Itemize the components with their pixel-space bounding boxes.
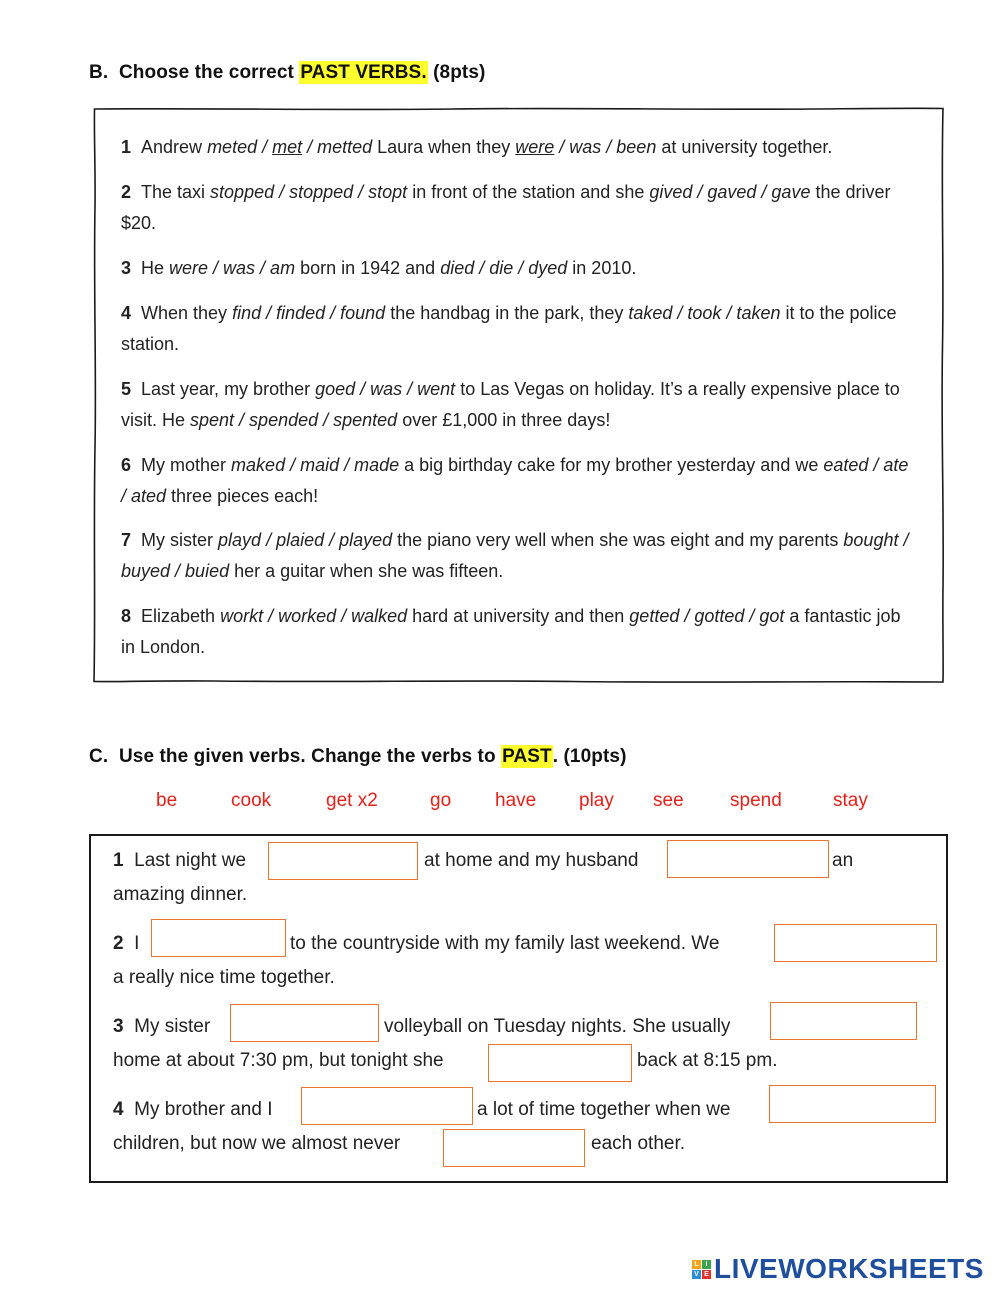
question-text: the driver $20.	[121, 182, 891, 233]
question-number: 8	[121, 606, 132, 626]
sentence-text: an	[832, 850, 854, 871]
verb-options[interactable]: find / finded / found	[232, 303, 386, 323]
question-b-5	[121, 374, 911, 435]
word-bank-item: spend	[730, 790, 782, 811]
question-b-6	[121, 450, 911, 511]
question-text: in 2010.	[567, 258, 637, 278]
sentence-text: Last night we	[134, 850, 247, 871]
verb-options[interactable]: were	[515, 137, 555, 157]
section-c-points: . (10pts)	[552, 746, 627, 767]
question-text: Andrew	[141, 137, 208, 157]
sentence-text: a lot of time together when we	[477, 1099, 731, 1120]
verb-options[interactable]: died / die / dyed	[440, 258, 568, 278]
sentence-text: children, but now we almost never	[113, 1133, 401, 1154]
verb-options[interactable]: were / was / am	[169, 258, 296, 278]
question-text: to Las Vegas on holiday. It’s a really expensive place to visit. He	[121, 379, 900, 430]
section-b-heading	[89, 62, 485, 84]
section-c-heading	[89, 746, 627, 768]
question-text: in front of the station and she	[407, 182, 650, 202]
sentence-number: 3	[113, 1016, 124, 1037]
word-bank-item: get x2	[326, 790, 378, 811]
verb-options[interactable]: bought / buyed / buied	[121, 530, 909, 581]
question-text: When they	[141, 303, 233, 323]
question-text: a big birthday cake for my brother yesterday and we	[399, 455, 824, 475]
question-text: three pieces each!	[166, 485, 319, 506]
question-number: 7	[121, 530, 132, 550]
question-text: Last year, my brother	[141, 379, 316, 399]
liveworksheets-logo	[692, 1252, 984, 1286]
sentence-text: My brother and I	[134, 1099, 273, 1120]
question-b-1	[121, 132, 911, 163]
verb-options[interactable]: maked / maid / made	[231, 455, 400, 475]
answer-blank-7[interactable]	[488, 1044, 632, 1082]
verb-options[interactable]: playd / plaied / played	[218, 530, 393, 550]
sentence-text: to the countryside with my family last weekend. We	[290, 933, 720, 954]
question-text: it to the police station.	[121, 303, 897, 354]
answer-blank-6[interactable]	[770, 1002, 917, 1040]
verb-options[interactable]: met	[272, 137, 303, 157]
verb-options[interactable]: stopped / stopped / stopt	[210, 182, 408, 202]
sentence-text: amazing dinner.	[113, 884, 248, 905]
section-c-highlight: PAST	[502, 746, 552, 767]
question-text: the handbag in the park, they	[385, 303, 629, 323]
sentence-2-line-1	[113, 933, 139, 955]
verb-options[interactable]: meted /	[207, 137, 273, 157]
section-c-letter: C.	[89, 746, 109, 767]
answer-blank-5[interactable]	[230, 1004, 379, 1042]
question-text: hard at university and then	[407, 606, 630, 626]
logo-text: LIVEWORKSHEETS	[714, 1253, 984, 1284]
sentence-text: My sister	[134, 1016, 211, 1037]
question-text: at university together.	[656, 137, 833, 157]
question-number: 5	[121, 379, 132, 399]
question-text: My mother	[141, 455, 232, 475]
verb-options[interactable]: goed / was / went	[315, 379, 456, 399]
section-b-highlight: PAST VERBS.	[300, 62, 427, 83]
section-c-title: Use the given verbs. Change the verbs to	[118, 746, 496, 767]
answer-blank-2[interactable]	[667, 840, 829, 878]
sentence-3-line-1	[113, 1016, 210, 1038]
question-text: My sister	[141, 530, 219, 550]
question-number: 3	[121, 258, 132, 278]
sentence-text: back at 8:15 pm.	[637, 1050, 778, 1071]
section-b-title: Choose the correct	[118, 62, 294, 83]
word-bank-item: have	[495, 790, 537, 811]
question-b-2	[121, 177, 911, 238]
sentence-text: a really nice time together.	[113, 967, 335, 988]
question-b-3	[121, 253, 911, 284]
verb-options[interactable]: getted / gotted / got	[629, 606, 785, 626]
question-text: He	[141, 258, 170, 278]
question-b-8	[121, 601, 911, 662]
sentence-4-line-1	[113, 1099, 272, 1121]
sentence-text: home at about 7:30 pm, but tonight she	[113, 1050, 444, 1071]
question-number: 2	[121, 182, 132, 202]
verb-options[interactable]: eated / ate / ated	[121, 455, 909, 506]
section-b-letter: B.	[89, 62, 109, 83]
word-bank-item: be	[156, 790, 178, 811]
question-text: the piano very well when she was eight and my parents	[392, 530, 844, 550]
word-bank-item: cook	[231, 790, 272, 811]
word-bank-item: see	[653, 790, 684, 811]
question-text: Elizabeth	[141, 606, 221, 626]
question-b-7	[121, 525, 911, 586]
sentence-text: I	[134, 933, 140, 954]
question-number: 4	[121, 303, 132, 323]
question-text: over £1,000 in three days!	[397, 409, 611, 430]
answer-blank-8[interactable]	[301, 1087, 473, 1125]
word-bank-item: stay	[833, 790, 868, 811]
question-number: 6	[121, 455, 132, 475]
logo-tile: I	[702, 1260, 711, 1269]
question-text: born in 1942 and	[295, 258, 441, 278]
question-b-4	[121, 298, 911, 359]
section-b-points: (8pts)	[433, 62, 486, 83]
answer-blank-1[interactable]	[268, 842, 418, 880]
sentence-text: at home and my husband	[424, 850, 639, 871]
logo-tile: V	[692, 1270, 701, 1279]
sentence-number: 4	[113, 1099, 124, 1120]
verb-options[interactable]: / was / been	[554, 137, 657, 157]
answer-blank-3[interactable]	[151, 919, 286, 957]
logo-tile: L	[692, 1260, 701, 1269]
answer-blank-9[interactable]	[769, 1085, 936, 1123]
question-text: her a guitar when she was fifteen.	[229, 560, 504, 581]
word-bank-item: play	[579, 790, 614, 811]
verb-options[interactable]: spent / spended / spented	[190, 409, 398, 430]
answer-blank-10[interactable]	[443, 1129, 585, 1167]
question-text: Laura when they	[372, 137, 516, 157]
verb-options[interactable]: taked / took / taken	[628, 303, 781, 323]
verb-options[interactable]: gived / gaved / gave	[649, 182, 811, 202]
question-text: a fantastic job in London.	[121, 606, 901, 657]
question-number: 1	[121, 137, 132, 157]
sentence-text: volleyball on Tuesday nights. She usually	[384, 1016, 731, 1037]
logo-icon	[692, 1260, 711, 1279]
sentence-number: 1	[113, 850, 124, 871]
logo-tile: E	[702, 1270, 711, 1279]
word-bank-item: go	[430, 790, 452, 811]
answer-blank-4[interactable]	[774, 924, 937, 962]
verb-options[interactable]: workt / worked / walked	[220, 606, 408, 626]
verb-options[interactable]: / metted	[302, 137, 373, 157]
sentence-1-line-1	[113, 850, 246, 872]
question-text: The taxi	[141, 182, 211, 202]
sentence-text: each other.	[591, 1133, 686, 1154]
sentence-number: 2	[113, 933, 124, 954]
